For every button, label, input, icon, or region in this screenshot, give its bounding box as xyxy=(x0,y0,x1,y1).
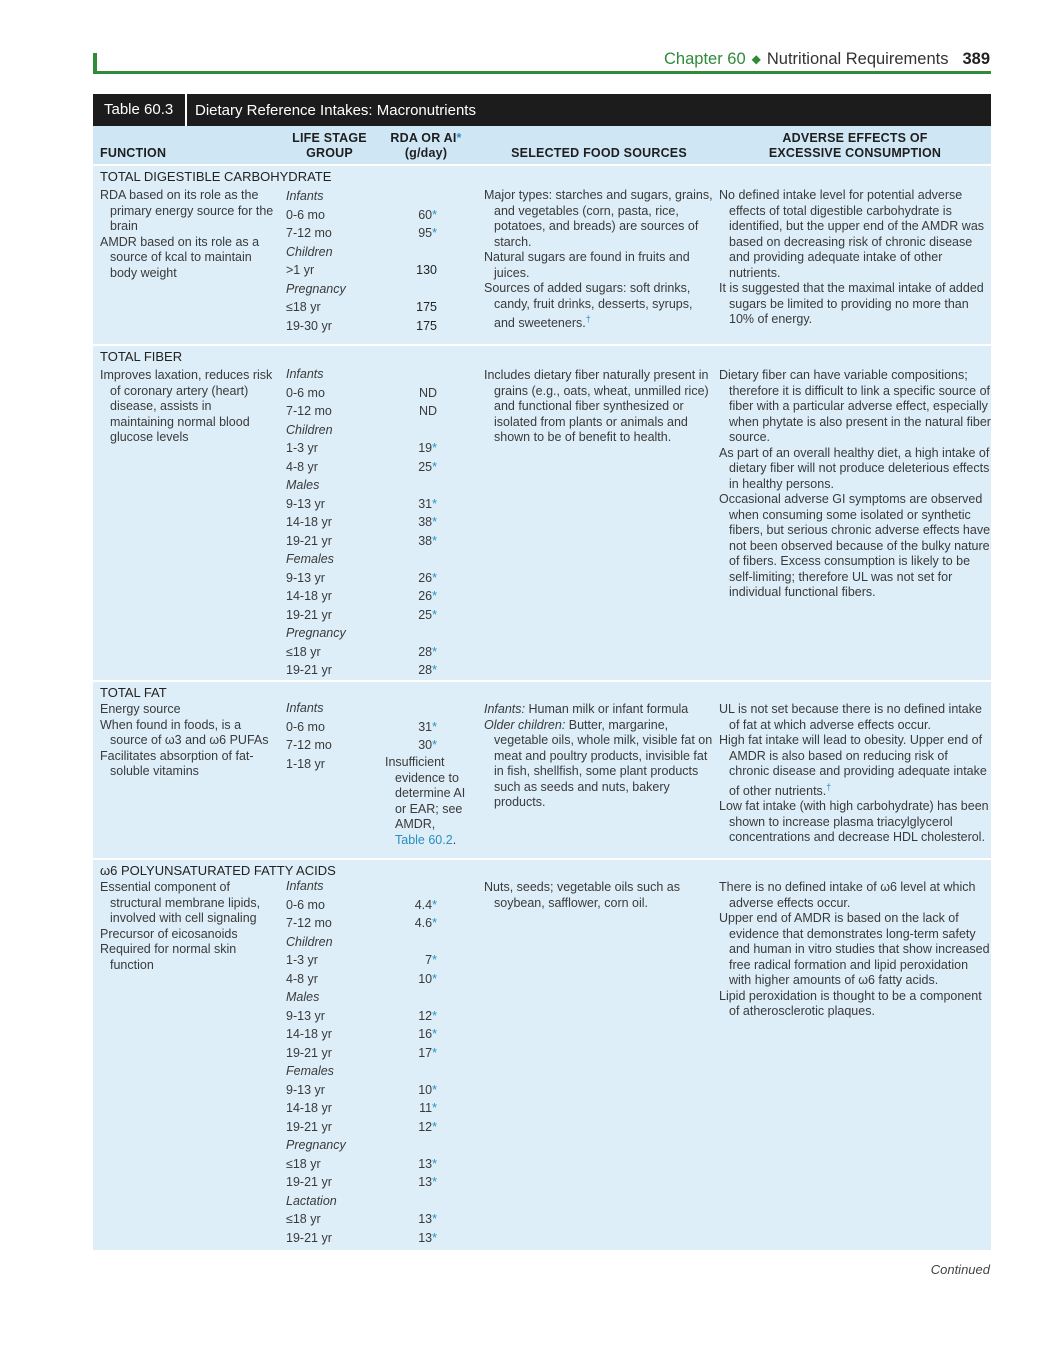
life-stage: 1-3 yr xyxy=(286,441,318,455)
life-stage: Females xyxy=(286,1064,334,1078)
adverse-text: No defined intake level for potential adverse effects of total digestible carbohydrate is identified, but the upper end of the AMDR was based on decreasing risk of chronic disease and providing adequate intake of other nutrients. xyxy=(719,188,985,280)
food-sources-cell xyxy=(484,368,714,446)
function-cell xyxy=(100,368,278,446)
life-stage: 0-6 mo xyxy=(286,897,325,912)
function-cell xyxy=(100,188,278,281)
food-rest: Butter, margarine, vegetable oils, whole milk, visible fat on meat and poultry products, invisible fat in fish, shellfish, some plant products such as seeds and nuts, bakery products. xyxy=(494,717,713,809)
ai-asterisk: * xyxy=(432,533,437,548)
life-stage: 14-18 yr xyxy=(286,589,332,603)
food-text: Major types: starches and sugars, grains, and vegetables (corn, pasta, rice, potatoes, and breads) are sources of starch. xyxy=(484,188,713,249)
header-adverse xyxy=(719,131,991,161)
rda-value xyxy=(375,458,437,477)
rda-value xyxy=(375,1229,437,1248)
function-text: Required for normal skin function xyxy=(100,942,237,972)
rda-value xyxy=(375,1136,437,1155)
life-stage: Males xyxy=(286,478,320,492)
adverse-effects-cell xyxy=(719,880,991,1020)
rda-value xyxy=(375,476,437,495)
rda-value xyxy=(375,402,437,421)
life-stage: 7-12 mo xyxy=(286,226,332,240)
life-stage: Infants xyxy=(286,189,324,203)
rda-number: 26 xyxy=(418,570,433,585)
rda-value xyxy=(375,736,437,755)
rda-number: 28 xyxy=(418,663,433,677)
function-cell xyxy=(100,702,278,780)
rda-number: 17 xyxy=(418,1045,433,1060)
insufficient-end: . xyxy=(452,832,457,847)
rda-value xyxy=(375,298,437,317)
life-stage: 9-13 yr xyxy=(286,496,325,511)
function-text: Essential component of structural membrane lipids, involved with cell signaling xyxy=(100,880,261,925)
life-stage: 9-13 yr xyxy=(286,1082,325,1097)
rda-number: 25 xyxy=(418,607,433,622)
ai-asterisk: * xyxy=(432,1027,437,1041)
life-stage: ≤18 yr xyxy=(286,300,321,314)
table-60-3 xyxy=(93,94,991,1250)
rda-value xyxy=(375,1118,437,1137)
function-text: AMDR based on its role as a source of kcal to maintain body weight xyxy=(100,234,260,280)
rda-number: 12 xyxy=(418,1119,433,1134)
rda-value xyxy=(375,624,437,643)
ai-asterisk: * xyxy=(432,644,437,659)
ai-asterisk: * xyxy=(432,1230,437,1245)
ai-asterisk: * xyxy=(432,515,437,529)
food-text: Nuts, seeds; vegetable oils such as soybean, safflower, corn oil. xyxy=(484,880,680,910)
rda-number: 4.4 xyxy=(414,897,433,912)
rda-value xyxy=(375,439,437,458)
life-stage: ≤18 yr xyxy=(286,644,321,659)
header-rda-line1 xyxy=(379,131,473,146)
life-stage-cell xyxy=(286,365,381,680)
chapter-label: Chapter 60 xyxy=(664,50,746,68)
header-adverse-line2: EXCESSIVE CONSUMPTION xyxy=(768,146,942,160)
ai-asterisk: * xyxy=(432,207,437,222)
ai-asterisk: * xyxy=(432,441,437,455)
life-stage: Children xyxy=(286,244,333,259)
life-stage: Pregnancy xyxy=(286,626,346,640)
header-food-sources: SELECTED FOOD SOURCES xyxy=(511,146,687,160)
rda-value xyxy=(375,643,437,662)
adverse-text: UL is not set because there is no defined intake of fat at which adverse effects occur. xyxy=(719,702,982,732)
rda-value xyxy=(375,1007,437,1026)
chapter-title: Nutritional Requirements xyxy=(766,50,949,68)
ai-asterisk: * xyxy=(432,1101,437,1115)
rda-value xyxy=(375,661,437,680)
ai-asterisk: * xyxy=(432,663,437,677)
rda-number: 38 xyxy=(418,533,433,548)
rda-value xyxy=(375,365,437,384)
rda-value xyxy=(375,569,437,588)
function-text: When found in foods, is a source of ω3 and ω6 PUFAs xyxy=(100,717,269,747)
life-stage: 14-18 yr xyxy=(286,1027,332,1041)
rda-cell xyxy=(375,187,437,335)
ai-asterisk: * xyxy=(432,459,437,474)
food-text-span: Sources of added sugars: soft drinks, candy, fruit drinks, desserts, syrups, and sweeteners. xyxy=(484,281,693,331)
insufficient-text-wrap xyxy=(385,755,467,848)
continued-label: Continued xyxy=(930,1262,990,1277)
life-stage: 4-8 yr xyxy=(286,971,318,986)
food-text: Includes dietary fiber naturally present in grains (e.g., oats, wheat, unmilled rice) and functional fiber synthesized or isolated from plants or animals and shown to be of benefit to health. xyxy=(484,368,709,444)
life-stage: 19-21 yr xyxy=(286,1230,332,1245)
rda-cell xyxy=(375,699,437,755)
food-text xyxy=(484,702,714,718)
life-stage: Males xyxy=(286,990,320,1004)
rda-number: 7 xyxy=(425,953,433,967)
life-stage: 19-30 yr xyxy=(286,318,332,333)
life-stage: 14-18 yr xyxy=(286,515,332,529)
ai-asterisk: * xyxy=(432,916,437,930)
adverse-effects-cell xyxy=(719,702,991,846)
rda-number: 13 xyxy=(418,1175,433,1189)
header-life-stage xyxy=(277,131,382,161)
adverse-text: Dietary fiber can have variable compositions; therefore it is difficult to link a specific source of fiber with a particular adverse effect, especially when phytate is also present in the natural fiber source. xyxy=(719,368,991,444)
rda-value xyxy=(375,1081,437,1100)
page-number: 389 xyxy=(962,50,990,68)
rda-value xyxy=(375,187,437,206)
header-life-stage-line1: LIFE STAGE xyxy=(292,131,367,145)
section-title: TOTAL DIGESTIBLE CARBOHYDRATE xyxy=(100,169,332,184)
life-stage: Children xyxy=(286,934,333,949)
insufficient-text: Insufficient evidence to determine AI or EAR; see AMDR, xyxy=(385,755,466,831)
rda-value xyxy=(375,933,437,952)
life-stage: 9-13 yr xyxy=(286,1008,325,1023)
header-rda-line2: (g/day) xyxy=(404,146,448,160)
life-stage: 7-12 mo xyxy=(286,738,332,752)
life-stage: Children xyxy=(286,422,333,437)
rda-cell xyxy=(375,365,437,680)
ai-asterisk: * xyxy=(432,607,437,622)
rda-value xyxy=(375,914,437,933)
rda-value xyxy=(375,951,437,970)
ai-asterisk: * xyxy=(432,1119,437,1134)
food-lead: Older children: xyxy=(484,717,566,732)
rda-number: 10 xyxy=(418,971,433,986)
adverse-effects-cell xyxy=(719,368,991,601)
life-stage: 7-12 mo xyxy=(286,404,332,418)
ai-asterisk: * xyxy=(432,496,437,511)
rda-cell xyxy=(375,877,437,1247)
life-stage: 0-6 mo xyxy=(286,207,325,222)
adverse-effects-cell xyxy=(719,188,991,328)
rda-number: 30 xyxy=(418,738,433,752)
rda-number: 4.6 xyxy=(414,916,433,930)
rda-value xyxy=(375,550,437,569)
rda-value xyxy=(375,495,437,514)
food-sources-cell xyxy=(484,702,714,811)
section-omega6-pufa xyxy=(93,860,991,1250)
rda-value xyxy=(375,261,437,280)
life-stage: 9-13 yr xyxy=(286,570,325,585)
life-stage: 19-21 yr xyxy=(286,1045,332,1060)
rda-value xyxy=(375,896,437,915)
ai-asterisk: * xyxy=(432,1175,437,1189)
section-title: TOTAL FIBER xyxy=(100,349,183,364)
rda-number: 26 xyxy=(418,589,433,603)
table-title-bar xyxy=(93,94,991,126)
ai-asterisk: * xyxy=(432,971,437,986)
rda-value xyxy=(375,970,437,989)
rda-number: 25 xyxy=(418,459,433,474)
ai-asterisk: * xyxy=(432,1082,437,1097)
rda-value xyxy=(375,1173,437,1192)
adverse-text: It is suggested that the maximal intake of added sugars be limited to providing no more than 10% of energy. xyxy=(719,281,984,326)
rda-value xyxy=(375,421,437,440)
ai-asterisk: * xyxy=(432,1008,437,1023)
insufficient-evidence-note xyxy=(385,754,467,848)
rda-value xyxy=(375,243,437,262)
rda-number: 13 xyxy=(418,1156,433,1171)
adverse-text: Occasional adverse GI symptoms are observed when consuming some isolated or synthetic fibers, but serious chronic adverse effects have not been observed because of the bulky nature of fibers. Excess consumption is likely to be self-limiting; therefore UL was not set for individual functional fibers. xyxy=(719,492,991,599)
rda-number: 13 xyxy=(418,1212,433,1226)
adverse-text: Upper end of AMDR is based on the lack of evidence that demonstrates long-term safety and human in vitro studies that show increased free radical formation and lipid peroxidation with higher amounts of ω6 fatty acids. xyxy=(719,911,990,987)
food-sources-cell xyxy=(484,188,714,332)
function-text: Energy source xyxy=(100,702,181,716)
life-stage: Pregnancy xyxy=(286,1138,346,1152)
life-stage-cell xyxy=(286,877,381,1247)
ai-asterisk: * xyxy=(432,1045,437,1060)
function-cell xyxy=(100,880,278,973)
rda-value xyxy=(375,532,437,551)
adverse-text xyxy=(719,733,991,799)
life-stage: ≤18 yr xyxy=(286,1212,321,1226)
rda-number: 31 xyxy=(418,496,433,511)
life-stage: ≤18 yr xyxy=(286,1156,321,1171)
life-stage: 19-21 yr xyxy=(286,1175,332,1189)
rda-value xyxy=(375,699,437,718)
rda-number: 11 xyxy=(419,1101,433,1115)
rda-value xyxy=(375,384,437,403)
rda-value xyxy=(375,317,437,336)
life-stage: 19-21 yr xyxy=(286,1119,332,1134)
rda-number: 16 xyxy=(418,1027,433,1041)
life-stage: >1 yr xyxy=(286,263,315,277)
diamond-icon: ◆ xyxy=(751,52,761,66)
rda-value xyxy=(375,606,437,625)
table-label: Table 60.3 xyxy=(104,101,174,118)
adverse-text: As part of an overall healthy diet, a high intake of dietary fiber will not produce deleterious effects in healthy persons. xyxy=(719,445,990,491)
life-stage: 7-12 mo xyxy=(286,916,332,930)
rda-number: 19 xyxy=(418,441,433,455)
rda-number: 28 xyxy=(418,644,433,659)
food-rest: Human milk or infant formula xyxy=(525,702,689,716)
rda-value xyxy=(375,1155,437,1174)
rda-value xyxy=(375,1062,437,1081)
table-title: Dietary Reference Intakes: Macronutrients xyxy=(195,101,476,119)
rda-number: 95 xyxy=(418,226,433,240)
food-lead: Infants: xyxy=(484,702,525,716)
adverse-text: There is no defined intake of ω6 level at which adverse effects occur. xyxy=(719,880,976,910)
rda-value xyxy=(375,718,437,737)
life-stage: 0-6 mo xyxy=(286,385,325,400)
rda-value xyxy=(375,988,437,1007)
food-text: Natural sugars are found in fruits and juices. xyxy=(484,250,690,280)
rda-number: 130 xyxy=(416,263,437,277)
adverse-text: Low fat intake (with high carbohydrate) has been shown to increase plasma triacylglycerol concentrations and decrease HDL cholesterol. xyxy=(719,799,989,845)
ai-asterisk: * xyxy=(432,589,437,603)
life-stage: 19-21 yr xyxy=(286,533,332,548)
life-stage: 1-18 yr xyxy=(286,756,325,771)
life-stage: 1-3 yr xyxy=(286,953,318,967)
header-rda-star: * xyxy=(456,131,462,145)
life-stage: 19-21 yr xyxy=(286,663,332,677)
section-total-fat xyxy=(93,682,991,858)
life-stage: Pregnancy xyxy=(286,281,346,296)
life-stage: Females xyxy=(286,552,334,566)
header-rda xyxy=(379,131,473,161)
table-60-2-link[interactable]: Table 60.2 xyxy=(395,832,453,847)
rda-value xyxy=(375,877,437,896)
life-stage: Lactation xyxy=(286,1193,337,1208)
section-fiber xyxy=(93,346,991,680)
life-stage: 4-8 yr xyxy=(286,459,318,474)
rda-number: ND xyxy=(418,385,437,400)
adverse-text-span: High fat intake will lead to obesity. Upper end of AMDR is also based on reducing risk of chronic disease and providing adequate intake of other nutrients. xyxy=(719,733,987,798)
function-text: Facilitates absorption of fat-soluble vitamins xyxy=(100,748,254,778)
footnote-dagger: † xyxy=(826,781,832,792)
header-adverse-line1: ADVERSE EFFECTS OF xyxy=(782,131,928,145)
rda-value xyxy=(375,587,437,606)
rda-number: 175 xyxy=(416,300,437,314)
adverse-text: Lipid peroxidation is thought to be a component of atherosclerotic plaques. xyxy=(719,988,982,1018)
life-stage: 19-21 yr xyxy=(286,607,332,622)
food-text xyxy=(484,281,714,332)
food-text xyxy=(484,718,714,811)
header-rda-text: RDA OR AI xyxy=(390,131,457,145)
section-title: TOTAL FAT xyxy=(100,685,167,700)
life-stage: 14-18 yr xyxy=(286,1101,332,1115)
rda-number: ND xyxy=(418,404,437,418)
rda-value xyxy=(375,280,437,299)
ai-asterisk: * xyxy=(432,226,437,240)
header-life-stage-line2: GROUP xyxy=(306,146,353,160)
running-head xyxy=(664,49,990,70)
life-stage-cell xyxy=(286,187,381,335)
section-title: ω6 POLYUNSATURATED FATTY ACIDS xyxy=(100,863,336,878)
function-text: Precursor of eicosanoids xyxy=(100,926,238,941)
function-text: RDA based on its role as the primary energy source for the brain xyxy=(100,188,274,233)
header-function: FUNCTION xyxy=(100,146,167,160)
ai-asterisk: * xyxy=(432,719,437,734)
rda-number: 10 xyxy=(418,1082,433,1097)
rda-value xyxy=(375,206,437,225)
ai-asterisk: * xyxy=(432,1156,437,1171)
life-stage: 0-6 mo xyxy=(286,719,325,734)
life-stage-cell xyxy=(286,699,381,773)
header-rule xyxy=(93,71,991,74)
rda-value xyxy=(375,1192,437,1211)
ai-asterisk: * xyxy=(432,738,437,752)
rda-value xyxy=(375,224,437,243)
rda-value xyxy=(375,1099,437,1118)
rda-value xyxy=(375,1044,437,1063)
rda-number: 13 xyxy=(418,1230,433,1245)
rda-value xyxy=(375,1210,437,1229)
rda-number: 12 xyxy=(418,1008,433,1023)
rda-number: 60 xyxy=(418,207,433,222)
rda-number: 175 xyxy=(416,318,437,333)
life-stage: Infants xyxy=(286,701,324,715)
life-stage: Infants xyxy=(286,367,324,381)
ai-asterisk: * xyxy=(432,953,437,967)
ai-asterisk: * xyxy=(432,570,437,585)
column-header-row xyxy=(93,126,991,164)
section-carbohydrate xyxy=(93,166,991,344)
food-sources-cell xyxy=(484,880,714,911)
rda-value xyxy=(375,1025,437,1044)
ai-asterisk: * xyxy=(432,1212,437,1226)
life-stage: Infants xyxy=(286,879,324,893)
footnote-dagger: † xyxy=(585,314,591,324)
ai-asterisk: * xyxy=(432,897,437,912)
function-text: Improves laxation, reduces risk of coronary artery (heart) disease, assists in maintaining normal blood glucose levels xyxy=(100,368,273,444)
rda-number: 31 xyxy=(418,719,433,734)
rda-value xyxy=(375,513,437,532)
rda-number: 38 xyxy=(418,515,433,529)
